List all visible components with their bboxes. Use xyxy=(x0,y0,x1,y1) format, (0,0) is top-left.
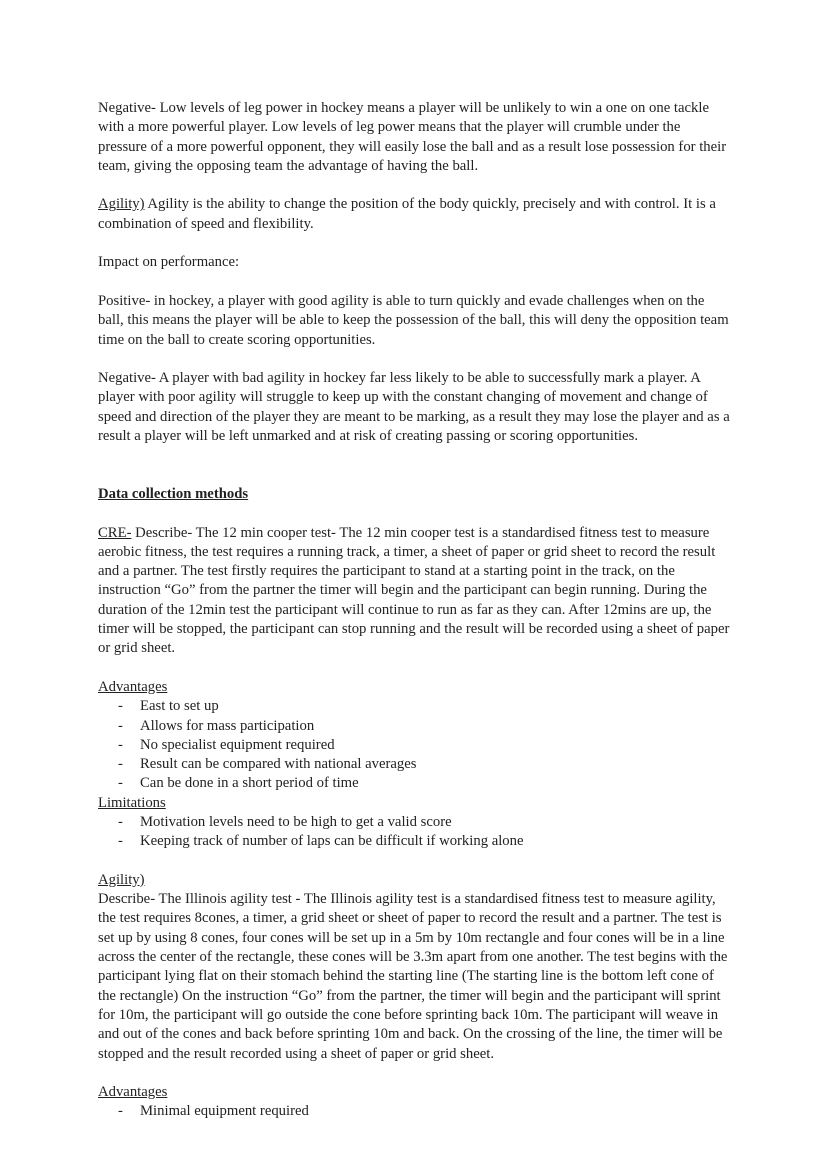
list-item-text: Minimal equipment required xyxy=(140,1103,309,1120)
paragraph-agility-definition xyxy=(98,195,732,234)
paragraph-agility-positive: Positive- in hockey, a player with good agility is able to turn quickly and evade challenges when on the ball, this means the player will be able to keep the possession of the ball, this will deny the opposition team time on the ball to create scoring opportunities. xyxy=(98,292,729,348)
bullet-dash: - xyxy=(118,1103,123,1120)
list-item-text: Allows for mass participation xyxy=(140,717,315,734)
list-item xyxy=(98,1102,732,1121)
list-item xyxy=(98,697,732,716)
bullet-dash: - xyxy=(118,717,123,734)
cre-limitations-list xyxy=(98,813,732,852)
list-item-text: No specialist equipment required xyxy=(140,736,335,753)
list-item xyxy=(98,813,732,832)
illinois-advantages-block xyxy=(98,1083,732,1122)
paragraph-cooper-test xyxy=(98,524,732,659)
impact-on-performance-label: Impact on performance: xyxy=(98,254,240,271)
bullet-dash: - xyxy=(118,813,123,830)
advantages-heading-cre: Advantages xyxy=(98,678,168,695)
cre-advantages-list xyxy=(98,697,732,793)
paragraph-leg-power-negative: Negative- Low levels of leg power in hockey means a player will be unlikely to win a one on one tackle with a more powerful player. Low levels of leg power means that the player will crumble under the pressure of a more powerful opponent, they will easily lose the ball and as a result lose possession for their team, giving the opposing team the advantage of having the ball. xyxy=(98,100,727,174)
paragraph-agility-negative: Negative- A player with bad agility in hockey far less likely to be able to successfully mark a player. A player with poor agility will struggle to keep up with the constant changing of movement and change of speed and direction of the player they are meant to be marking, as a result they may lose the player and as a result a player will be left unmarked and at risk of creating passing or scoring opportunities. xyxy=(98,370,730,445)
agility-term: Agility) xyxy=(98,196,145,213)
list-item-text: Keeping track of number of laps can be difficult if working alone xyxy=(140,833,524,850)
cre-term: CRE- xyxy=(98,524,132,541)
bullet-dash: - xyxy=(118,775,123,792)
list-item-text: Can be done in a short period of time xyxy=(140,775,359,792)
agility-definition-text: Agility is the ability to change the position of the body quickly, precisely and with control. It is a combination of speed and flexibility. xyxy=(98,196,716,232)
bullet-dash: - xyxy=(118,736,123,753)
list-item-text: East to set up xyxy=(140,698,219,715)
list-item xyxy=(98,832,732,851)
cre-advantages-block xyxy=(98,678,732,852)
bullet-dash: - xyxy=(118,698,123,715)
list-item xyxy=(98,755,732,774)
agility-heading: Agility) xyxy=(98,871,145,888)
illinois-advantages-list xyxy=(98,1102,732,1121)
limitations-heading-cre: Limitations xyxy=(98,794,166,811)
list-item xyxy=(98,736,732,755)
data-collection-methods-heading: Data collection methods xyxy=(98,485,249,502)
bullet-dash: - xyxy=(118,833,123,850)
advantages-heading-illinois: Advantages xyxy=(98,1084,168,1101)
illinois-test-block xyxy=(98,871,732,1064)
paragraph-illinois-test: Describe- The Illinois agility test - The Illinois agility test is a standardised fitness test to measure agility, the test requires 8cones, a timer, a grid sheet or sheet of paper to record the result and a partner. The test is set up by using 8 cones, four cones will be set up in a 5m by 10m rectangle and four cones will be in a line across the center of the rectangle, these cones will be 3.3m apart from one another. The test begins with the participant lying flat on their stomach behind the starting line (The starting line is the bottom left cone of the rectangle) On the instruction “Go” from the partner, the timer will begin and the participant will sprint for 10m, the participant will go outside the cone before sprinting back 10m. The participant will weave in and out of the cones and back before sprinting 10m and back. On the crossing of the line, the timer will be stopped and the result recorded using a sheet of paper or grid sheet. xyxy=(98,891,728,1062)
list-item-text: Motivation levels need to be high to get a valid score xyxy=(140,813,452,830)
bullet-dash: - xyxy=(118,756,123,773)
list-item xyxy=(98,717,732,736)
list-item-text: Result can be compared with national averages xyxy=(140,756,417,773)
list-item xyxy=(98,774,732,793)
cooper-test-description-text: Describe- The 12 min cooper test- The 12 min cooper test is a standardised fitness test to measure aerobic fitness, the test requires a running track, a timer, a sheet of paper or grid sheet to record the result and a partner. The test firstly requires the participant to stand at a starting point in the track, on the instruction “Go” from the partner the timer will begin and the participant can begin running. During the duration of the 12min test the participant will continue to run as far as they can. After 12mins are up, the timer will be stopped, the participant can stop running and the result will be recorded using a sheet of paper or grid sheet. xyxy=(98,524,730,657)
